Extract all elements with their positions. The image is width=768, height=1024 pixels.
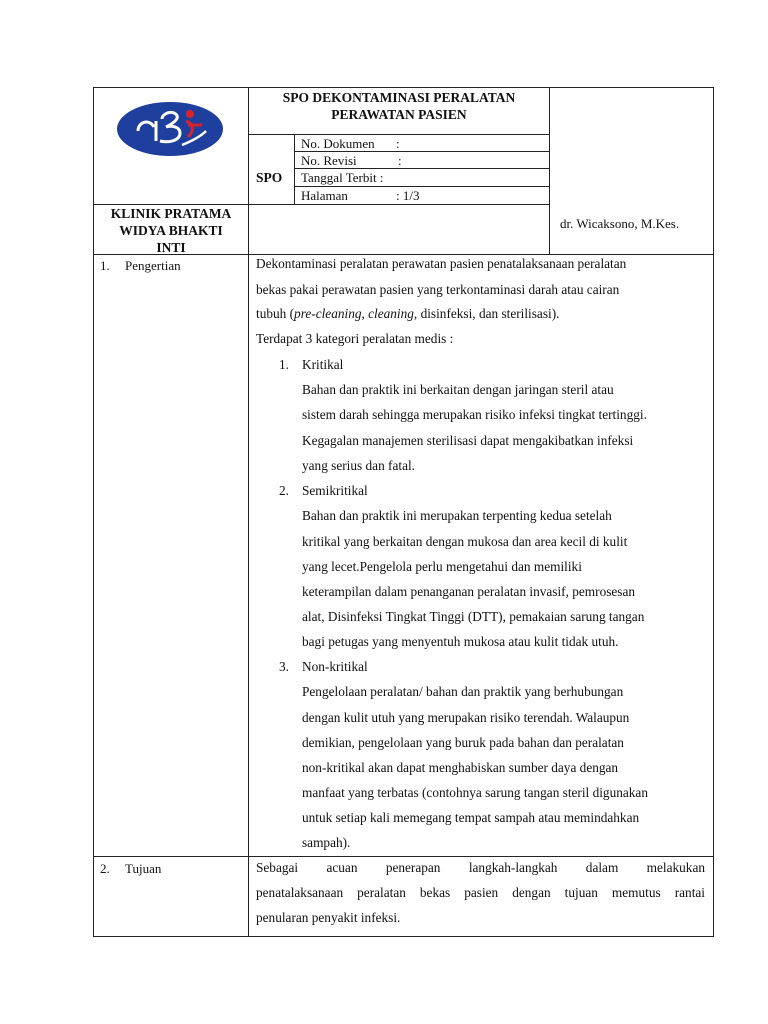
list-item-line: manfaat yang terbatas (contohnya sarung tangan steril digunakan	[302, 785, 648, 800]
list-item-line: dengan kulit utuh yang merupakan risiko terendah. Walaupun	[302, 710, 630, 725]
clinic-name-line3: INTI	[156, 240, 186, 255]
list-item-number: 3.	[279, 659, 289, 674]
clinic-logo	[116, 101, 224, 157]
field-label-no-dokumen: No. Dokumen	[301, 136, 375, 151]
list-item-line: alat, Disinfeksi Tingkat Tinggi (DTT), pemakaian sarung tangan	[302, 609, 645, 624]
list-item-line: yang serius dan fatal.	[302, 458, 415, 473]
text-segment: tubuh (	[256, 306, 295, 321]
list-item-line: yang lecet.Pengelola perlu mengetahui dan memiliki	[302, 559, 582, 574]
list-item-line: untuk setiap kali memegang tempat sampah atau memindahkan	[302, 810, 640, 825]
list-item-title: Kritikal	[302, 357, 344, 372]
field-label-tanggal-terbit: Tanggal Terbit :	[301, 170, 384, 185]
document-title-line1: SPO DEKONTAMINASI PERALATAN	[282, 90, 516, 105]
list-item-line: keterampilan dalam penanganan peralatan invasif, pemrosesan	[302, 584, 636, 599]
field-value-no-revisi: :	[398, 153, 402, 168]
document-title-line2: PERAWATAN PASIEN	[331, 107, 467, 122]
list-item-line: Bahan dan praktik ini berkaitan dengan jaringan steril atau	[302, 382, 614, 397]
section-2-number: 2.	[100, 861, 110, 876]
paragraph-line: penatalaksanaan peralatan bekas pasien dengan tujuan memutus rantai	[256, 885, 705, 900]
paragraph-line: bekas pakai perawatan pasien yang terkontaminasi darah atau cairan	[256, 282, 620, 297]
paragraph-line: Terdapat 3 kategori peralatan medis :	[256, 331, 454, 346]
paragraph-line: penularan penyakit infeksi.	[256, 910, 401, 925]
section-1-number: 1.	[100, 258, 110, 273]
field-label-no-revisi: No. Revisi	[301, 153, 357, 168]
section-2-label: Tujuan	[125, 861, 162, 876]
list-item-line: bagi petugas yang menyentuh mukosa atau kulit tidak utuh.	[302, 634, 619, 649]
list-item-line: sistem darah sehingga merupakan risiko infeksi tingkat tertinggi.	[302, 407, 647, 422]
field-value-no-dokumen: :	[396, 136, 400, 151]
field-label-halaman: Halaman	[301, 188, 348, 203]
clinic-name-line2: WIDYA BHAKTI	[119, 223, 223, 238]
list-item-line: Kegagalan manajemen sterilisasi dapat mengakibatkan infeksi	[302, 433, 634, 448]
list-item-line: non-kritikal akan dapat menghabiskan sumber daya dengan	[302, 760, 619, 775]
list-item-title: Semikritikal	[302, 483, 368, 498]
section-1-label: Pengertian	[125, 258, 181, 273]
list-item-line: demikian, pengelolaan yang buruk pada bahan dan peralatan	[302, 735, 624, 750]
list-item-line: kritikal yang berkaitan dengan mukosa dan area kecil di kulit	[302, 534, 628, 549]
list-item-line: Bahan dan praktik ini merupakan terpenting kedua setelah	[302, 508, 612, 523]
list-item-title: Non-kritikal	[302, 659, 368, 674]
list-item-number: 2.	[279, 483, 289, 498]
field-value-halaman: : 1/3	[396, 188, 420, 203]
list-item-number: 1.	[279, 357, 289, 372]
signatory-name: dr. Wicaksono, M.Kes.	[560, 216, 680, 231]
paragraph-line: Dekontaminasi peralatan perawatan pasien penatalaksanaan peralatan	[256, 256, 627, 271]
paragraph-line: Sebagai acuan penerapan langkah-langkah dalam melakukan	[256, 860, 705, 875]
italic-terms: pre-cleaning, cleaning,	[294, 306, 418, 321]
list-item-line: sampah).	[302, 835, 351, 850]
text-segment: disinfeksi, dan sterilisasi).	[417, 306, 560, 321]
paragraph-line	[256, 306, 559, 322]
spo-label: SPO	[256, 170, 283, 185]
clinic-name-line1: KLINIK PRATAMA	[110, 206, 232, 221]
list-item-line: Pengelolaan peralatan/ bahan dan praktik yang berhubungan	[302, 684, 624, 699]
